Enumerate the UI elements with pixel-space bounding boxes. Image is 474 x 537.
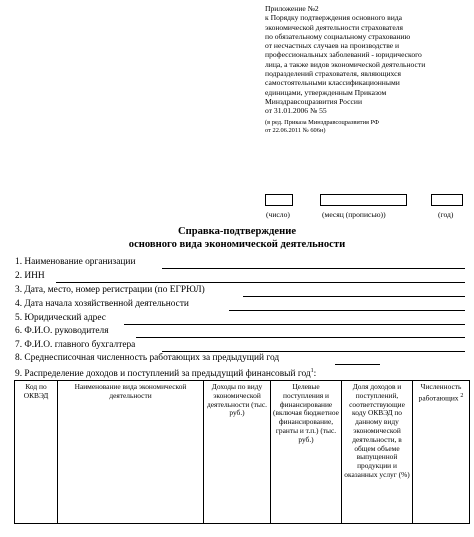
header-target-funding: Целевые поступления и финансирование (включая бюджетное финансирование, гранты и т.п.) (тыс. руб.) [271, 381, 342, 524]
appendix-line: самостоятельными классификационными [265, 78, 400, 88]
header-income-share: Доля доходов и поступлений, соответствующие коду ОКВЭД по данному виду экономической деятельности, в общем объеме выпущенной продукции и оказанных услуг (%) [342, 381, 413, 524]
field-start-date: 4. Дата начала хозяйственной деятельности [15, 299, 189, 309]
appendix-line: Минздравсоцразвития России [265, 96, 363, 106]
footnote-marker: 2 [460, 392, 464, 399]
field-inn-line[interactable] [56, 282, 465, 283]
field-organization-name-line[interactable] [162, 268, 465, 269]
appendix-line: к Порядку подтверждения основного вида [265, 13, 402, 23]
field-legal-address: 5. Юридический адрес [15, 313, 106, 323]
field-start-date-line[interactable] [229, 310, 465, 311]
header-activity-name: Наименование вида экономической деятельности [58, 381, 204, 524]
header-employee-count [413, 381, 470, 524]
appendix-block [265, 4, 470, 135]
appendix-note: (в ред. Приказа Минздравсоцразвития РФ [265, 118, 380, 126]
field-legal-address-line[interactable] [124, 324, 465, 325]
income-distribution-table [14, 380, 470, 524]
field-inn: 2. ИНН [15, 271, 45, 281]
appendix-line: по обязательному социальному страхованию [265, 31, 411, 41]
date-day-box[interactable] [265, 194, 293, 206]
appendix-line: единицами, утвержденным Приказом [265, 87, 387, 97]
field-headcount-line[interactable] [335, 364, 380, 365]
appendix-line: от несчастных случаев на производстве и [265, 41, 400, 51]
field-chief-accountant: 7. Ф.И.О. главного бухгалтера [15, 340, 136, 350]
date-year-label: (год) [438, 210, 454, 219]
document-title: Справка-подтверждение [177, 226, 297, 237]
appendix-line: профессиональных заболеваний - юридического [265, 50, 422, 60]
date-year-box[interactable] [431, 194, 463, 206]
appendix-line: от 31.01.2006 № 55 [265, 106, 327, 116]
appendix-line: Приложение №2 [265, 4, 319, 13]
document-subtitle: основного вида экономической деятельности [128, 239, 346, 250]
field-director: 6. Ф.И.О. руководителя [15, 326, 109, 336]
field-chief-accountant-line[interactable] [162, 351, 465, 352]
field-income-distribution-label: 9. Распределение доходов и поступлений за предыдущий финансовый год [15, 369, 311, 380]
field-director-line[interactable] [136, 337, 465, 338]
field-organization-name: 1. Наименование организации [15, 257, 136, 267]
field-registration-line[interactable] [243, 296, 465, 297]
date-month-box[interactable] [320, 194, 407, 206]
field-registration: 3. Дата, место, номер регистрации (по ЕГРЮЛ) [15, 285, 205, 295]
date-day-label: (число) [266, 210, 290, 219]
appendix-note: от 22.06.2011 № 606н) [265, 126, 326, 134]
date-month-label: (месяц (прописью)) [322, 210, 386, 219]
appendix-line: лица, а также видов экономической деятельности [265, 59, 426, 69]
footnote-marker: 1 [310, 368, 314, 374]
header-employee-count-label: Численность работающих [418, 382, 462, 403]
appendix-line: подразделений страхователя, являющихся [265, 69, 401, 79]
table-header-row [15, 381, 470, 524]
header-okved-code: Код по ОКВЭД [15, 381, 58, 524]
appendix-line: экономической деятельности страхователя [265, 22, 404, 32]
field-headcount: 8. Среднесписочная численность работающих за предыдущий год [15, 353, 280, 363]
header-activity-income: Доходы по виду экономической деятельности (тыс. руб.) [204, 381, 271, 524]
field-income-distribution: 9. Распределение доходов и поступлений за предыдущий финансовый год$^1$: [15, 368, 317, 380]
